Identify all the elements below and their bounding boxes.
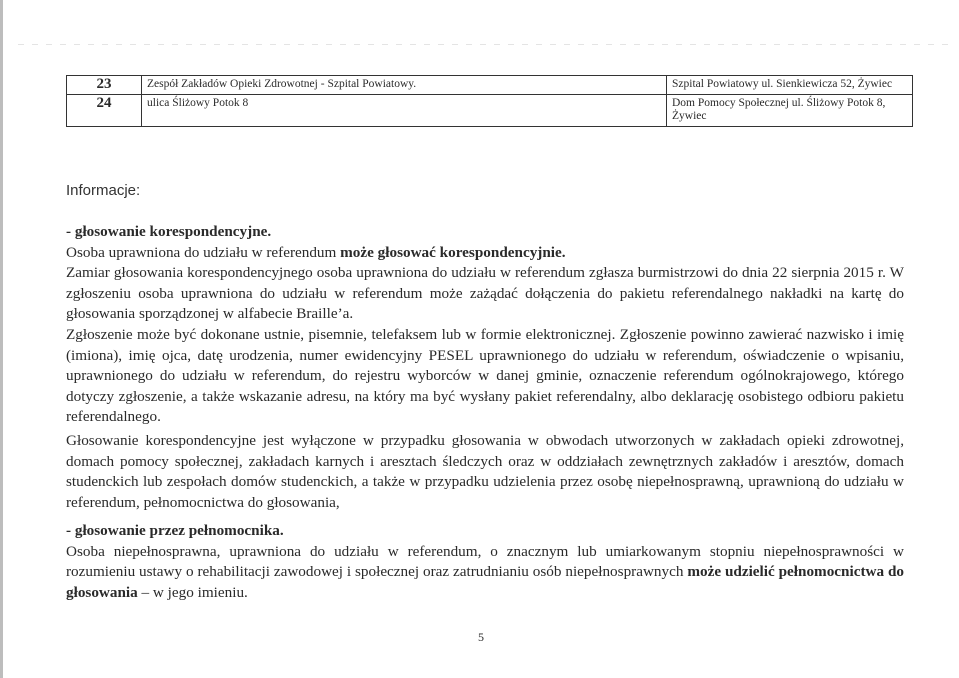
proxy-text: Osoba niepełnosprawna, uprawniona do udziału w referendum, o znacznym lub umiarkowanym stopniu niepełnosprawności w rozumieniu ustawy o rehabilitacji zawodowej i społecznej oraz zatrudnianiu osób niepełnosprawnych [66,542,904,581]
table-row [67,76,913,95]
correspondence-paragraph-1: Zamiar głosowania korespondencyjnego osoba uprawniona do udziału w referendum zgłasza burmistrzowi do dnia 22 sierpnia 2015 r. W zgłoszeniu osoba uprawniona do udziału w referendum może zażądać dołączenia do pakietu referendalnego nakładki na kartę do głosowania sporządzonej w alfabecie Braille’a. [66,264,904,323]
station-address: Dom Pomocy Społecznej ul. Śliżowy Potok 8, Żywiec [667,95,913,127]
correspondence-paragraph-2: Zgłoszenie może być dokonane ustnie, pisemnie, telefaksem lub w formie elektronicznej. Zgłoszenie powinno zawierać nazwisko i imię (imiona), imię ojca, datę urodzenia, numer ewidencyjny PESEL uprawnionego do udziału w referendum, oświadczenie o wpisaniu, uprawnionego do udziału w referendum, do rejestru wyborców w danej gminie, oznaczenie referendum ogólnokrajowego, którego dotyczy zgłoszenie, a także wskazanie adresu, na który ma być wysłany pakiet referendalny, albo deklarację osobistego odbioru pakietu referendalnego. [66,325,904,426]
correspondence-lead: Osoba uprawniona do udziału w referendum [66,243,341,261]
correspondence-lead-bold: może głosować korespondencyjnie. [340,243,566,261]
row-number: 24 [67,95,142,127]
page-number: 5 [478,630,484,644]
correspondence-heading: - głosowanie korespondencyjne. [66,223,272,240]
correspondence-section [66,222,904,428]
row-number: 23 [67,76,142,95]
info-heading: Informacje: [66,182,141,199]
exclusion-section [66,431,904,513]
proxy-section [66,521,904,603]
correspondence-paragraph-3: Głosowanie korespondencyjne jest wyłączone w przypadku głosowania w obwodach utworzonych w zakładach opieki zdrowotnej, domach pomocy społecznej, zakładach karnych i aresztach śledczych oraz w oddziałach zewnętrznych zakładów i aresztów, domach studenckich lub zespołach domów studenckich, a także w przypadku udzielenia przez osobę niepełnosprawną, uprawnioną do udziału w referendum, pełnomocnictwa do głosowania, [66,432,904,511]
polling-stations-table [66,75,913,127]
proxy-heading: - głosowanie przez pełnomocnika. [66,522,284,539]
proxy-text-bold: może udzielić pełnomocnictwa do głosowania [66,563,904,601]
scan-artifact-line [18,44,948,45]
proxy-text-tail: – w jego imieniu. [137,583,248,601]
page-edge [0,0,3,678]
table-row [67,95,913,127]
institution-name: Zespół Zakładów Opieki Zdrowotnej - Szpital Powiatowy. [142,76,667,95]
institution-name: ulica Śliżowy Potok 8 [142,95,667,127]
station-address: Szpital Powiatowy ul. Sienkiewicza 52, Żywiec [667,76,913,95]
